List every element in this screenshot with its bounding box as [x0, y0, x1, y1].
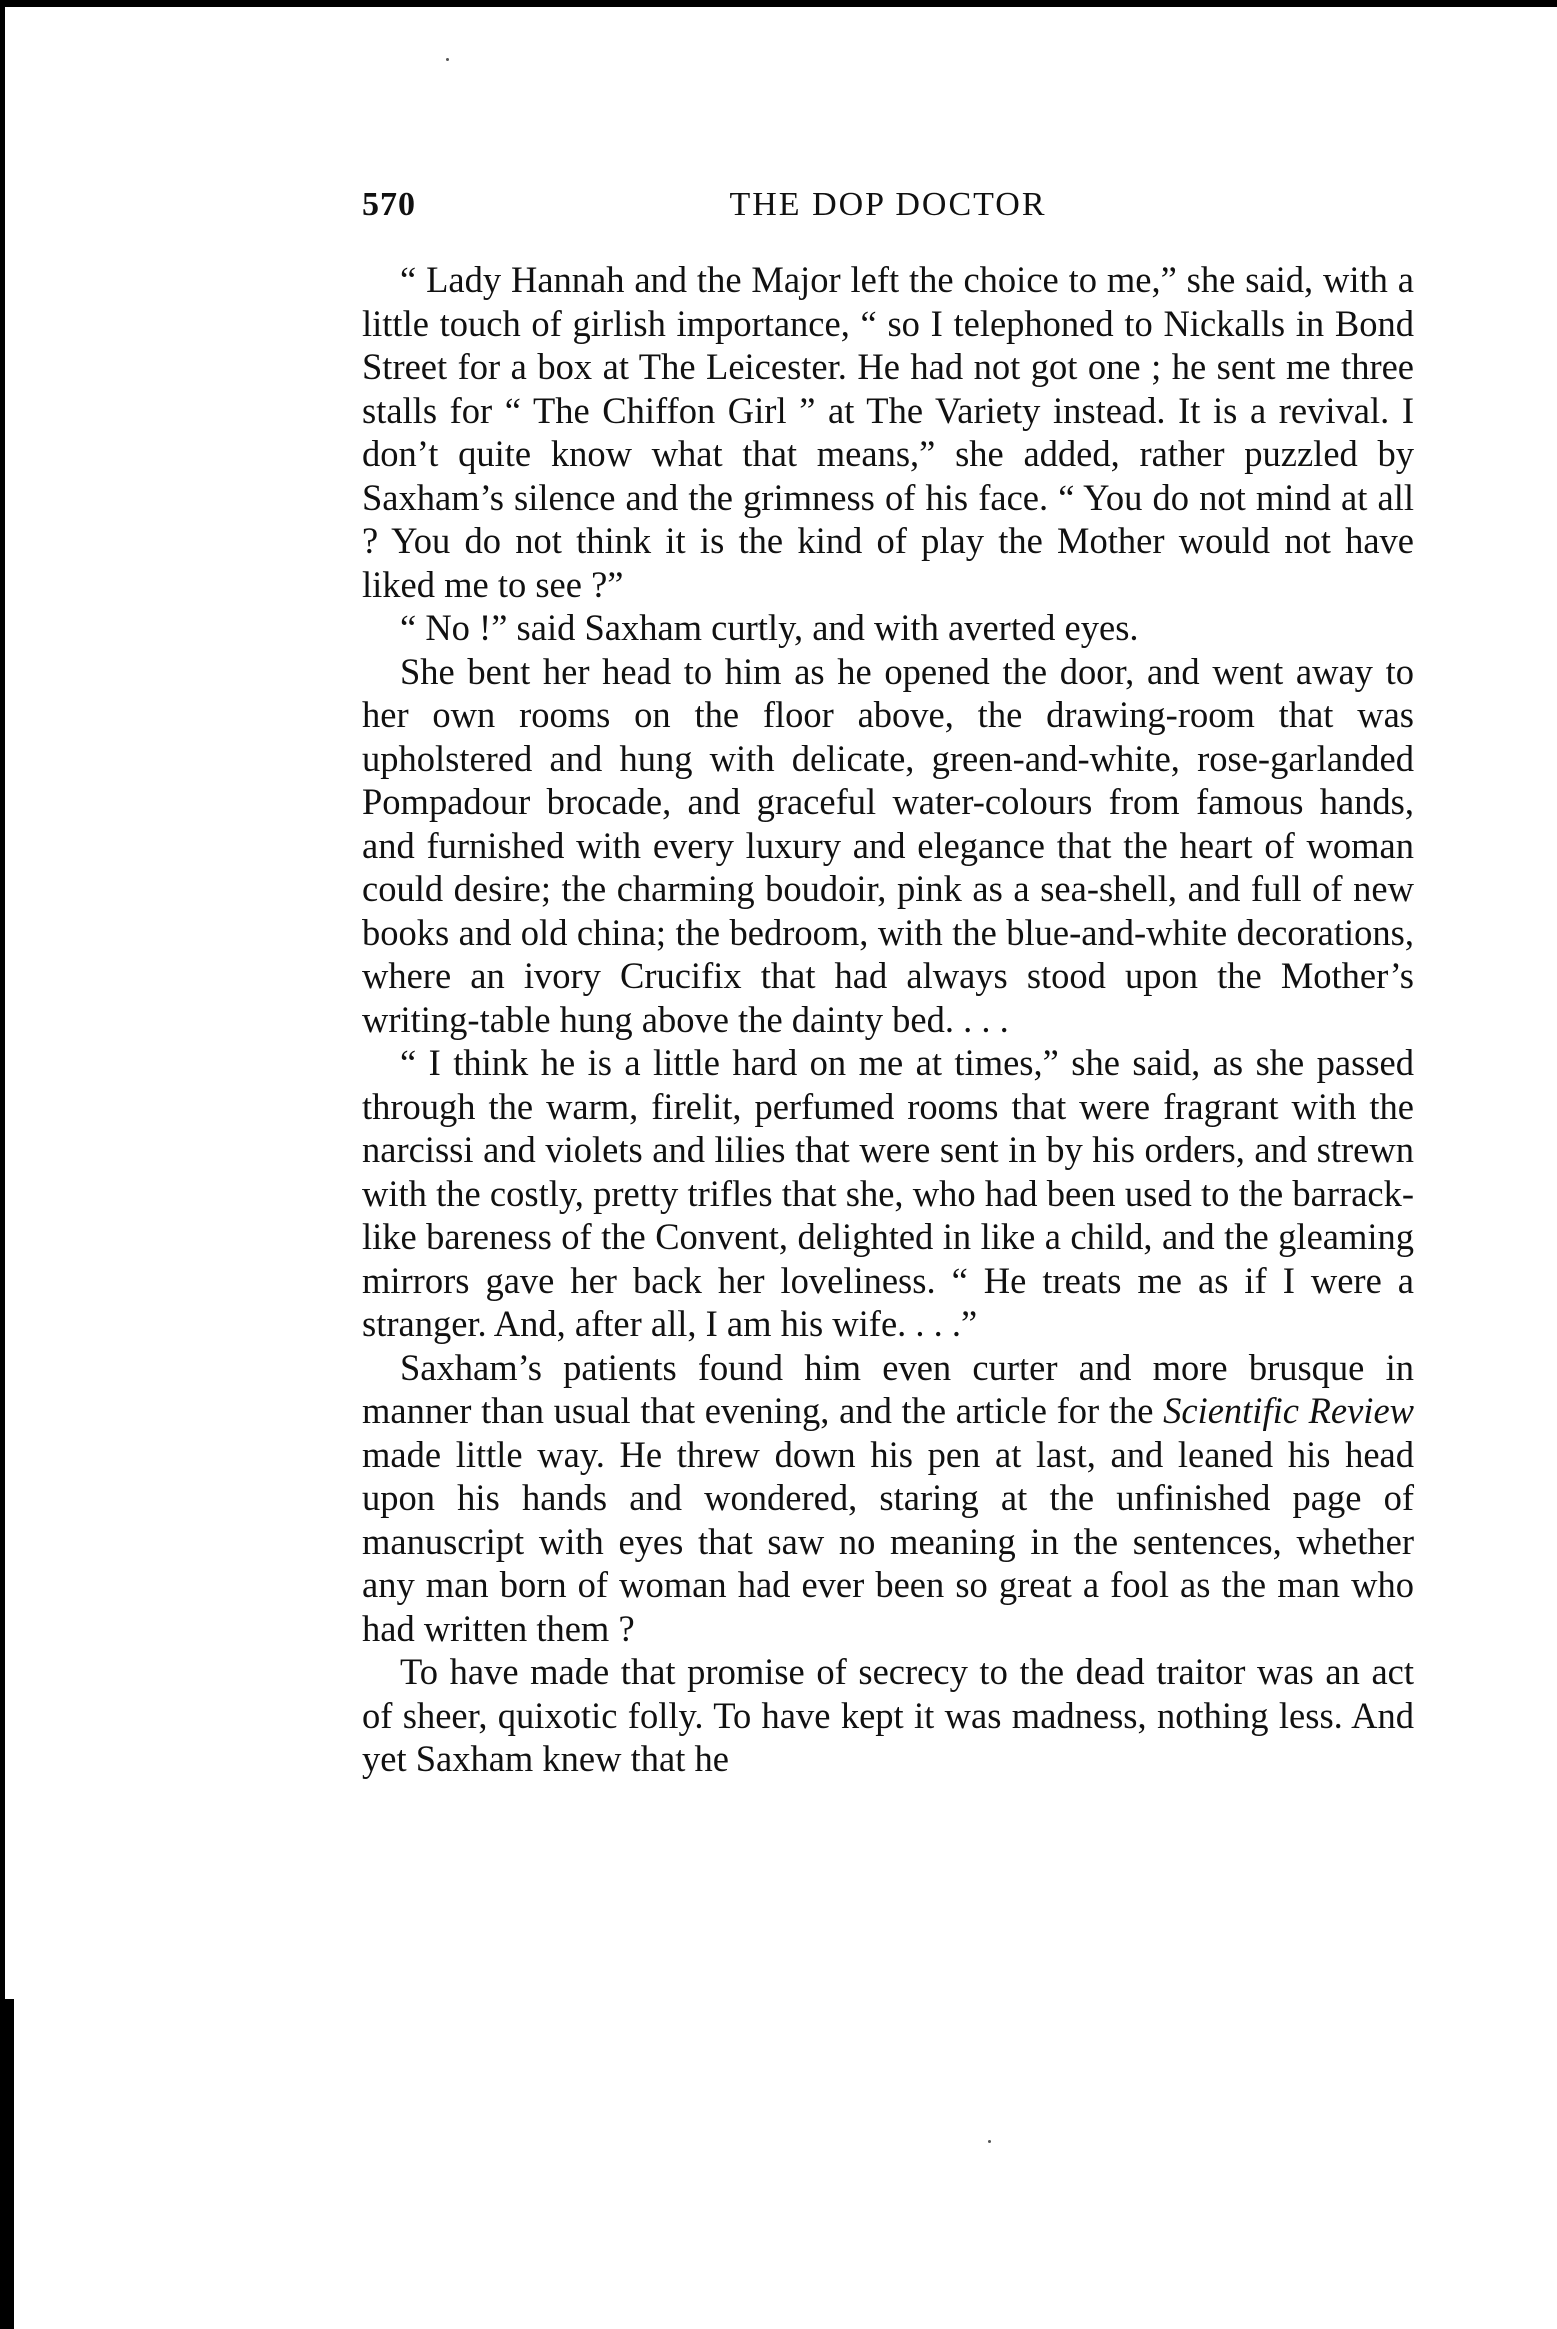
- paragraph-5-text-a: Saxham’s patients found him even curter and more brusque in manner than usual that evening, and the article for the: [362, 1346, 1414, 1431]
- running-head: [362, 186, 1414, 236]
- scan-speck: [446, 58, 449, 61]
- paragraph-6: [362, 1650, 1414, 1781]
- paragraph-4: [362, 1041, 1414, 1346]
- paragraph-2: [362, 606, 1414, 650]
- page-number: 570: [362, 186, 416, 223]
- paragraph-5: [362, 1346, 1414, 1651]
- paragraph-2-text: “ No !” said Saxham curtly, and with averted eyes.: [400, 607, 1139, 648]
- scan-speck: [988, 2140, 991, 2143]
- paragraph-3-text: She bent her head to him as he opened the door, and went away to her own rooms on the floor above, the drawing-room that was upholstered and hung with delicate, green-and-white, rose-garlanded Pompadour brocade, and graceful water-colours from famous hands, and furnished with every luxury and elegance that the heart of woman could desire; the charming boudoir, pink as a sea-shell, and full of new books and old china; the bedroom, with the blue-and-white decorations, where an ivory Crucifix that had always stood upon the Mother’s writing-table hung above the dainty bed. . . .: [362, 650, 1414, 1040]
- paragraph-4-text: “ I think he is a little hard on me at times,” she said, as she passed through the warm, firelit, perfumed rooms that were fragrant with the narcissi and violets and lilies that were sent in by his orders, and strewn with the costly, pretty trifles that she, who had been used to the barrack-like bareness of the Convent, delighted in like a child, and the gleaming mirrors gave her back her loveliness. “ He treats me as if I were a stranger. And, after all, I am his wife. . . .”: [362, 1042, 1414, 1344]
- paragraph-1: [362, 258, 1414, 606]
- scan-top-border: [0, 0, 1557, 7]
- book-title: THE DOP DOCTOR: [729, 186, 1047, 223]
- paragraph-1-text: “ Lady Hannah and the Major left the choice to me,” she said, with a little touch of girlish importance, “ so I telephoned to Nickalls in Bond Street for a box at The Leicester. He had not got one ; he sent me three stalls for “ The Chiffon Girl ” at The Variety instead. It is a revival. I don’t quite know what that means,” she added, rather puzzled by Saxham’s silence and the grimness of his face. “ You do not mind at all ? You do not think it is the kind of play the Mother would not have liked me to see ?”: [362, 259, 1414, 605]
- journal-title: Scientific Review: [1163, 1390, 1414, 1431]
- scan-left-border: [0, 0, 5, 2329]
- body-text: [362, 258, 1414, 1781]
- paragraph-3: [362, 650, 1414, 1042]
- paragraph-6-text: To have made that promise of secrecy to the dead traitor was an act of sheer, quixotic folly. To have kept it was madness, nothing less. And yet Saxham knew that he: [362, 1651, 1414, 1779]
- scan-left-border-shadow: [0, 1999, 14, 2329]
- paragraph-5-text-b: made little way. He threw down his pen at last, and leaned his head upon his hands and wondered, staring at the unfinished page of manuscript with eyes that saw no meaning in the sentences, whether any man born of woman had ever been so great a fool as the man who had written them ?: [362, 1433, 1414, 1649]
